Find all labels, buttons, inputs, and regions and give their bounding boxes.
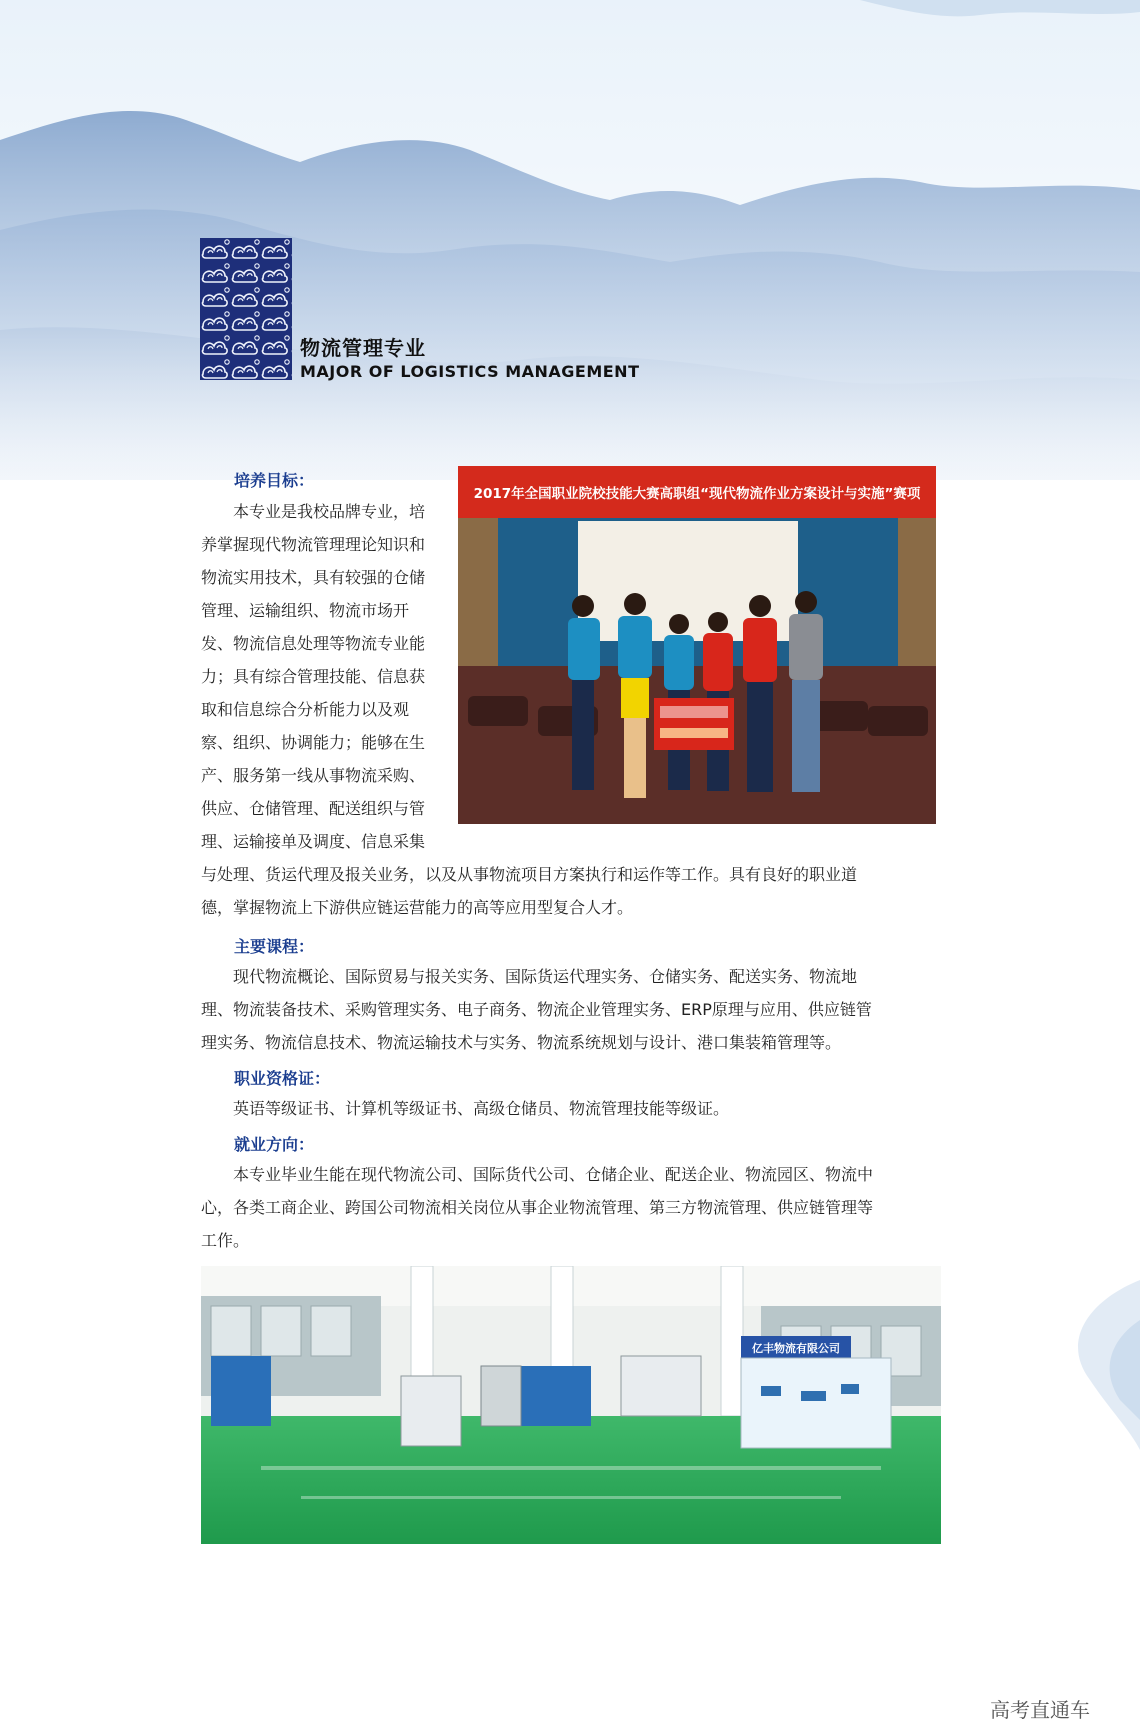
goal-line: 力；具有综合管理技能、信息获 [201,667,426,686]
employment-line: 心，各类工商企业、跨国公司物流相关岗位从事企业物流管理、第三方物流管理、供应链管理等 [201,1198,874,1217]
certificates-line: 英语等级证书、计算机等级证书、高级仓储员、物流管理技能等级证。 [233,1099,730,1118]
goal-line: 本专业是我校品牌专业，培 [233,502,426,521]
employment-line: 本专业毕业生能在现代物流公司、国际货代公司、仓储企业、配送企业、物流园区、物流中 [233,1165,874,1184]
site-watermark: 高考直通车 [990,1698,1090,1719]
goal-paragraph-narrow [201,495,455,858]
goal-line: 物流实用技术，具有较强的仓储 [201,568,426,587]
employment-line: 工作。 [201,1231,250,1250]
mountain-background [0,0,1140,480]
goal-line: 德，掌握物流上下游供应链运营能力的高等应用型复合人才。 [201,898,634,917]
goal-line: 养掌握现代物流管理理论知识和 [201,535,426,554]
certificates-paragraph [201,1092,941,1125]
courses-line: 理、物流装备技术、采购管理实务、电子商务、物流企业管理实务、ERP原理与应用、供应链管 [201,1000,872,1019]
goal-line: 理、运输接单及调度、信息采集 [201,832,426,851]
logistics-training-center-photo [201,1266,941,1544]
goal-heading: 培养目标： [234,471,315,490]
courses-line: 现代物流概论、国际贸易与报关实务、国际货运代理实务、仓储实务、配送实务、物流地 [233,967,858,986]
goal-line: 管理、运输组织、物流市场开 [201,601,410,620]
stage-banner-text: 2017年全国职业院校技能大赛高职组“现代物流作业方案设计与实施”赛项 [473,486,921,502]
page-title: 物流管理专业 [300,336,426,360]
goal-line: 察、组织、协调能力；能够在生 [201,733,426,752]
page-subtitle-english: MAJOR OF LOGISTICS MANAGEMENT [300,362,640,381]
cloud-pattern-emblem [200,238,292,380]
goal-line: 与处理、货运代理及报关业务，以及从事物流项目方案执行和运作等工作。具有良好的职业道 [201,865,858,884]
company-sign-text: 亿丰物流有限公司 [752,1342,840,1355]
goal-line: 发、物流信息处理等物流专业能 [201,634,426,653]
certificates-heading: 职业资格证： [234,1069,331,1088]
competition-stage-photo [458,466,936,824]
corner-wave-decoration [940,1260,1140,1460]
employment-heading: 就业方向： [234,1135,315,1154]
goal-line: 供应、仓储管理、配送组织与管 [201,799,426,818]
goal-line: 产、服务第一线从事物流采购、 [201,766,426,785]
courses-heading: 主要课程： [234,937,315,956]
goal-paragraph-wide [201,858,941,924]
employment-paragraph [201,1158,941,1257]
goal-line: 取和信息综合分析能力以及观 [201,700,410,719]
courses-line: 理实务、物流信息技术、物流运输技术与实务、物流系统规划与设计、港口集装箱管理等。 [201,1033,842,1052]
courses-paragraph [201,960,941,1059]
